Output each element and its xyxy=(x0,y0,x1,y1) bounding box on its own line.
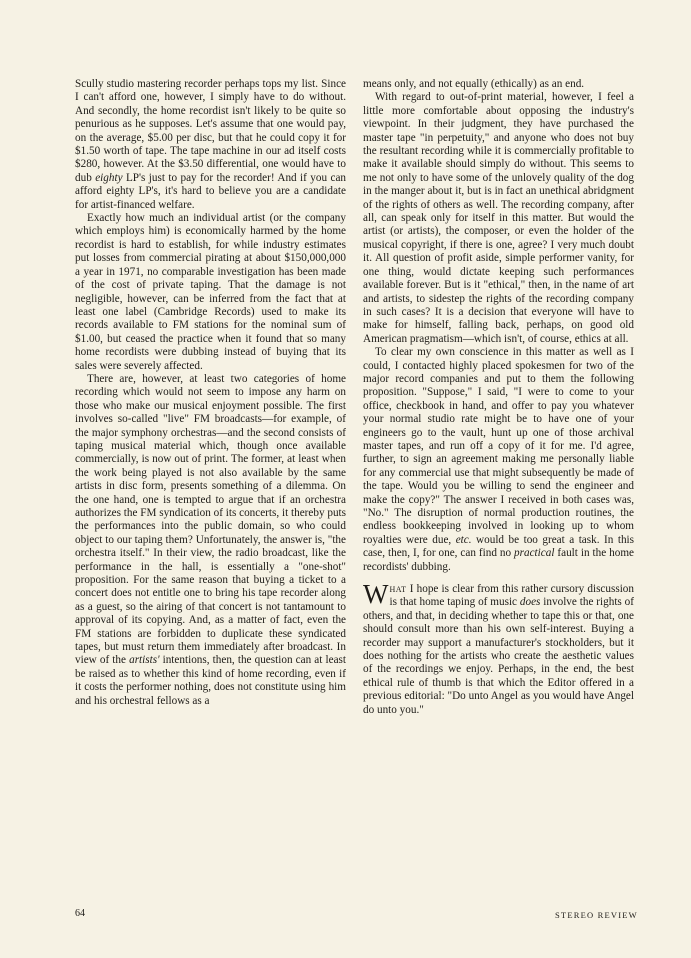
drop-cap: W xyxy=(363,579,389,610)
left-column xyxy=(75,78,346,708)
small-caps-lead: hat xyxy=(389,583,407,596)
paragraph: means only, and not equally (ethically) as an end. xyxy=(363,78,585,90)
paragraph: There are, however, at least two categories of home recording which would not seem to impose any harm on those who make our musical enjoyment possible. The first involves so-called "live" FM broadcasts—for example, of the major symphony orchestras—and the second consists of taping musical material which, though once available commercially, is now out of print. The former, at least when the work being played is not also available by the same artists in disc form, presents something of a dilemma. On the one hand, one is tempted to argue that if an orchestra authorizes the FM syndication of its concerts, it thereby puts the performances into the public domain, so who could object to our taping them? Unfortunately, the answer is, "the orchestra itself." In their view, the radio broadcast, like the performance in the hall, is essentially a "one-shot" proposition. For the same reason that buying a ticket to a concert does not entitle one to bring his tape recorder along as a guest, so the airing of that concert is not tantamount to approval of its copying. And, as a matter of fact, even the FM stations are forbidden to duplicate these syndicated tapes, but must return them immediately after broadcast. In view of the artists' intentions, then, the question can at least be raised as to whether this kind of home recording, even if it costs the performer nothing, does not constitute using him and his orchestral fellows as a xyxy=(75,372,346,707)
paragraph: Exactly how much an individual artist (or the company which employs him) is economically harmed by the home recordist is hard to establish, for while industry estimates put losses from commercial pirating at about $150,000,000 a year in 1971, no comparable investigation has been made of the cost of private taping. That the damage is not negligible, however, can be inferred from the fact that at least one label (Cambridge Records) used to make its records available to FM stations for the nominal sum of $1.00, but ceased the practice when it found that so many home recordists were dubbing instead of buying that its sales were severely affected. xyxy=(75,212,346,372)
emphasis: etc. xyxy=(455,533,472,546)
paragraph: With regard to out-of-print material, however, I feel a little more comfortable about opposing the industry's viewpoint. In their judgment, they have purchased the master tape "in perpetuity," and anyone who does not buy the resultant recording while it is commercially profitable to make it available should simply do without. This seems to me not only to have some of the unlovely quality of the dog in the manger about it, but is in fact an unethical abridgment of the rights of others as well. The recording company, after all, can speak only for itself in this matter. But would the artist (or artists), the composer, or even the holder of the musical copyright, if there is one, agree? I very much doubt it. All question of profit aside, simple performer vanity, for one thing, would dictate keeping such performances available forever. But is it "ethical," then, in the name of art and artists, to sidestep the rights of the recording company in such cases? It is a decision that everyone will have to make for himself, falling back, perhaps, on good old American pragmatism—which isn't, of course, ethics at all. xyxy=(363,91,634,345)
magazine-name: STEREO REVIEW xyxy=(555,910,638,920)
emphasis: artists' xyxy=(129,654,160,667)
emphasis: does xyxy=(519,596,541,609)
paragraph: To clear my own conscience in this matter as well as I could, I contacted highly placed spokesmen for two of the major record companies and put to them the following proposition. "Suppose," I said, "I were to come to your office, checkbook in hand, and offer to pay you whatever your normal studio rate might be to have one of your engineers go to the vault, hunt up one of those archival master tapes, and run off a copy of it for me. I'd agree, further, to sign an agreement making me personally liable for any commercial use that might subsequently be made of the tape. Would you be willing to send the engineer and make the copy?" The answer I received in both cases was, "No." The disruption of normal production routines, the endless bookkeeping involved in looking up to whom royalties were due, etc. would be too great a task. In this case, then, I, for one, can find no practical fault in the home recordists' dubbing. xyxy=(363,346,635,573)
right-column xyxy=(363,78,634,717)
closing-paragraph: What I hope is clear from this rather cursory discussion is that home taping of music does involve the rights of others, and that, in deciding whether to tape this or that, one should consult more than his own self-interest. Buying a recorder may support a manufacturer's stockholders, but it does nothing for the artists who create the aesthetic values of the recordings we enjoy. Perhaps, in the end, the best ethical rule of thumb is that which the Editor offered in a previous editorial: "Do unto Angel as you would have Angel do unto you." xyxy=(363,579,634,716)
emphasis: practical xyxy=(514,547,555,560)
paragraph: Scully studio mastering recorder perhaps tops my list. Since I can't afford one, however, I simply have to do without. And secondly, the home recordist isn't likely to be quite so penurious as he supposes. Let's assume that one would pay, on the average, $5.00 per disc, but that he could copy it for $1.50 worth of tape. The tape machine in our ad itself costs $280, however. At the $3.50 differential, one would have to dub eighty LP's just to pay for the recorder! And if you can afford eighty LP's, it's hard to believe you are a candidate for artist-financed welfare. xyxy=(75,78,347,211)
emphasis: eighty xyxy=(95,171,123,184)
page-number: 64 xyxy=(75,908,85,919)
